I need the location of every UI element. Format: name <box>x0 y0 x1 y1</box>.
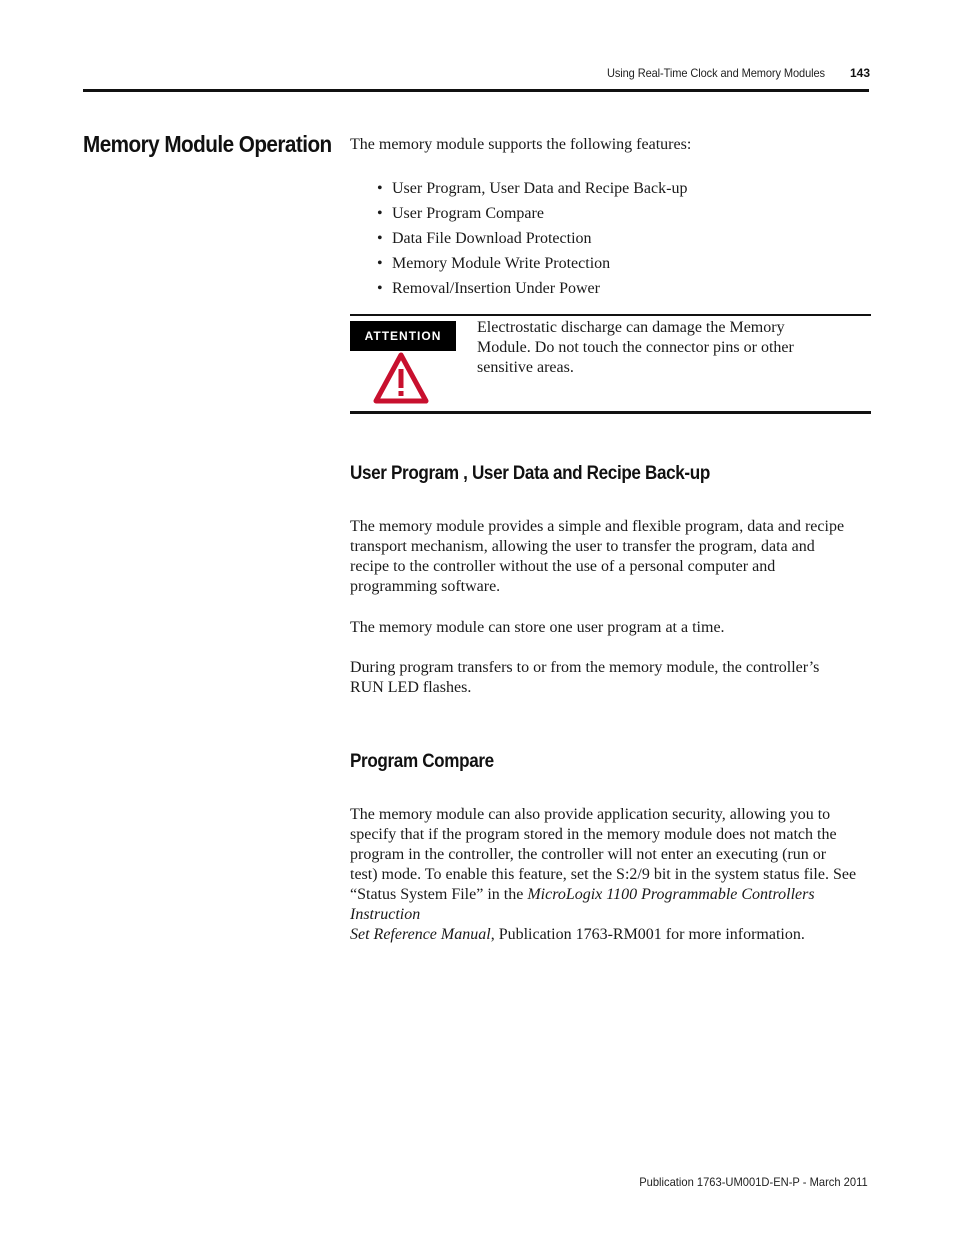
attention-line: sensitive areas. <box>477 359 574 376</box>
feature-list <box>377 176 687 301</box>
backup-paragraph-1 <box>350 517 870 597</box>
compare-heading: Program Compare <box>350 751 494 772</box>
backup-paragraph-3 <box>350 658 870 698</box>
page-number: 143 <box>850 66 871 80</box>
list-item: • User Program, User Data and Recipe Back-up <box>377 176 687 201</box>
attention-top-rule <box>350 314 871 316</box>
warning-triangle-icon <box>373 352 429 404</box>
text-line: The memory module provides a simple and flexible program, data and recipe <box>350 518 845 535</box>
text-line: RUN LED flashes. <box>350 679 472 696</box>
attention-line: Module. Do not touch the connector pins or other <box>477 339 794 356</box>
text-line: recipe to the controller without the use of a personal computer and <box>350 558 776 575</box>
text-line: specify that if the program stored in the memory module does not match the <box>350 826 837 843</box>
list-item: • Removal/Insertion Under Power <box>377 276 687 301</box>
intro-paragraph: The memory module supports the following features: <box>350 136 692 153</box>
text-span: “Status System File” in the <box>350 886 528 903</box>
list-item: • User Program Compare <box>377 201 687 226</box>
text-line: test) mode. To enable this feature, set the S:2/9 bit in the system status file. See <box>350 866 857 883</box>
list-item: • Data File Download Protection <box>377 226 687 251</box>
text-line <box>350 885 870 925</box>
header-rule <box>83 89 869 92</box>
compare-paragraph <box>350 805 870 945</box>
text-line: transport mechanism, allowing the user to transfer the program, data and <box>350 538 815 555</box>
list-item: • Memory Module Write Protection <box>377 251 687 276</box>
manual-title-italic: MicroLogix 1100 Programmable Controllers Instruction <box>350 886 815 923</box>
backup-paragraph-2: The memory module can store one user program at a time. <box>350 619 725 636</box>
attention-bottom-rule <box>350 411 871 414</box>
text-line: program in the controller, the controller will not enter an executing (run or <box>350 846 827 863</box>
attention-text <box>477 318 837 378</box>
text-line: During program transfers to or from the memory module, the controller’s <box>350 659 820 676</box>
backup-heading: User Program , User Data and Recipe Back-up <box>350 463 710 484</box>
running-header: Using Real-Time Clock and Memory Modules <box>606 66 825 80</box>
section-title: Memory Module Operation <box>83 131 332 157</box>
publication-footer: Publication 1763-UM001D-EN-P - March 2011 <box>639 1175 868 1189</box>
manual-title-italic: Set Reference Manual <box>350 926 491 943</box>
text-line <box>350 925 870 945</box>
text-line: programming software. <box>350 578 501 595</box>
attention-line: Electrostatic discharge can damage the Memory <box>477 319 785 336</box>
text-line: The memory module can also provide application security, allowing you to <box>350 806 831 823</box>
text-span: , Publication 1763-RM001 for more information. <box>490 926 805 943</box>
attention-label: ATTENTION <box>350 321 456 351</box>
